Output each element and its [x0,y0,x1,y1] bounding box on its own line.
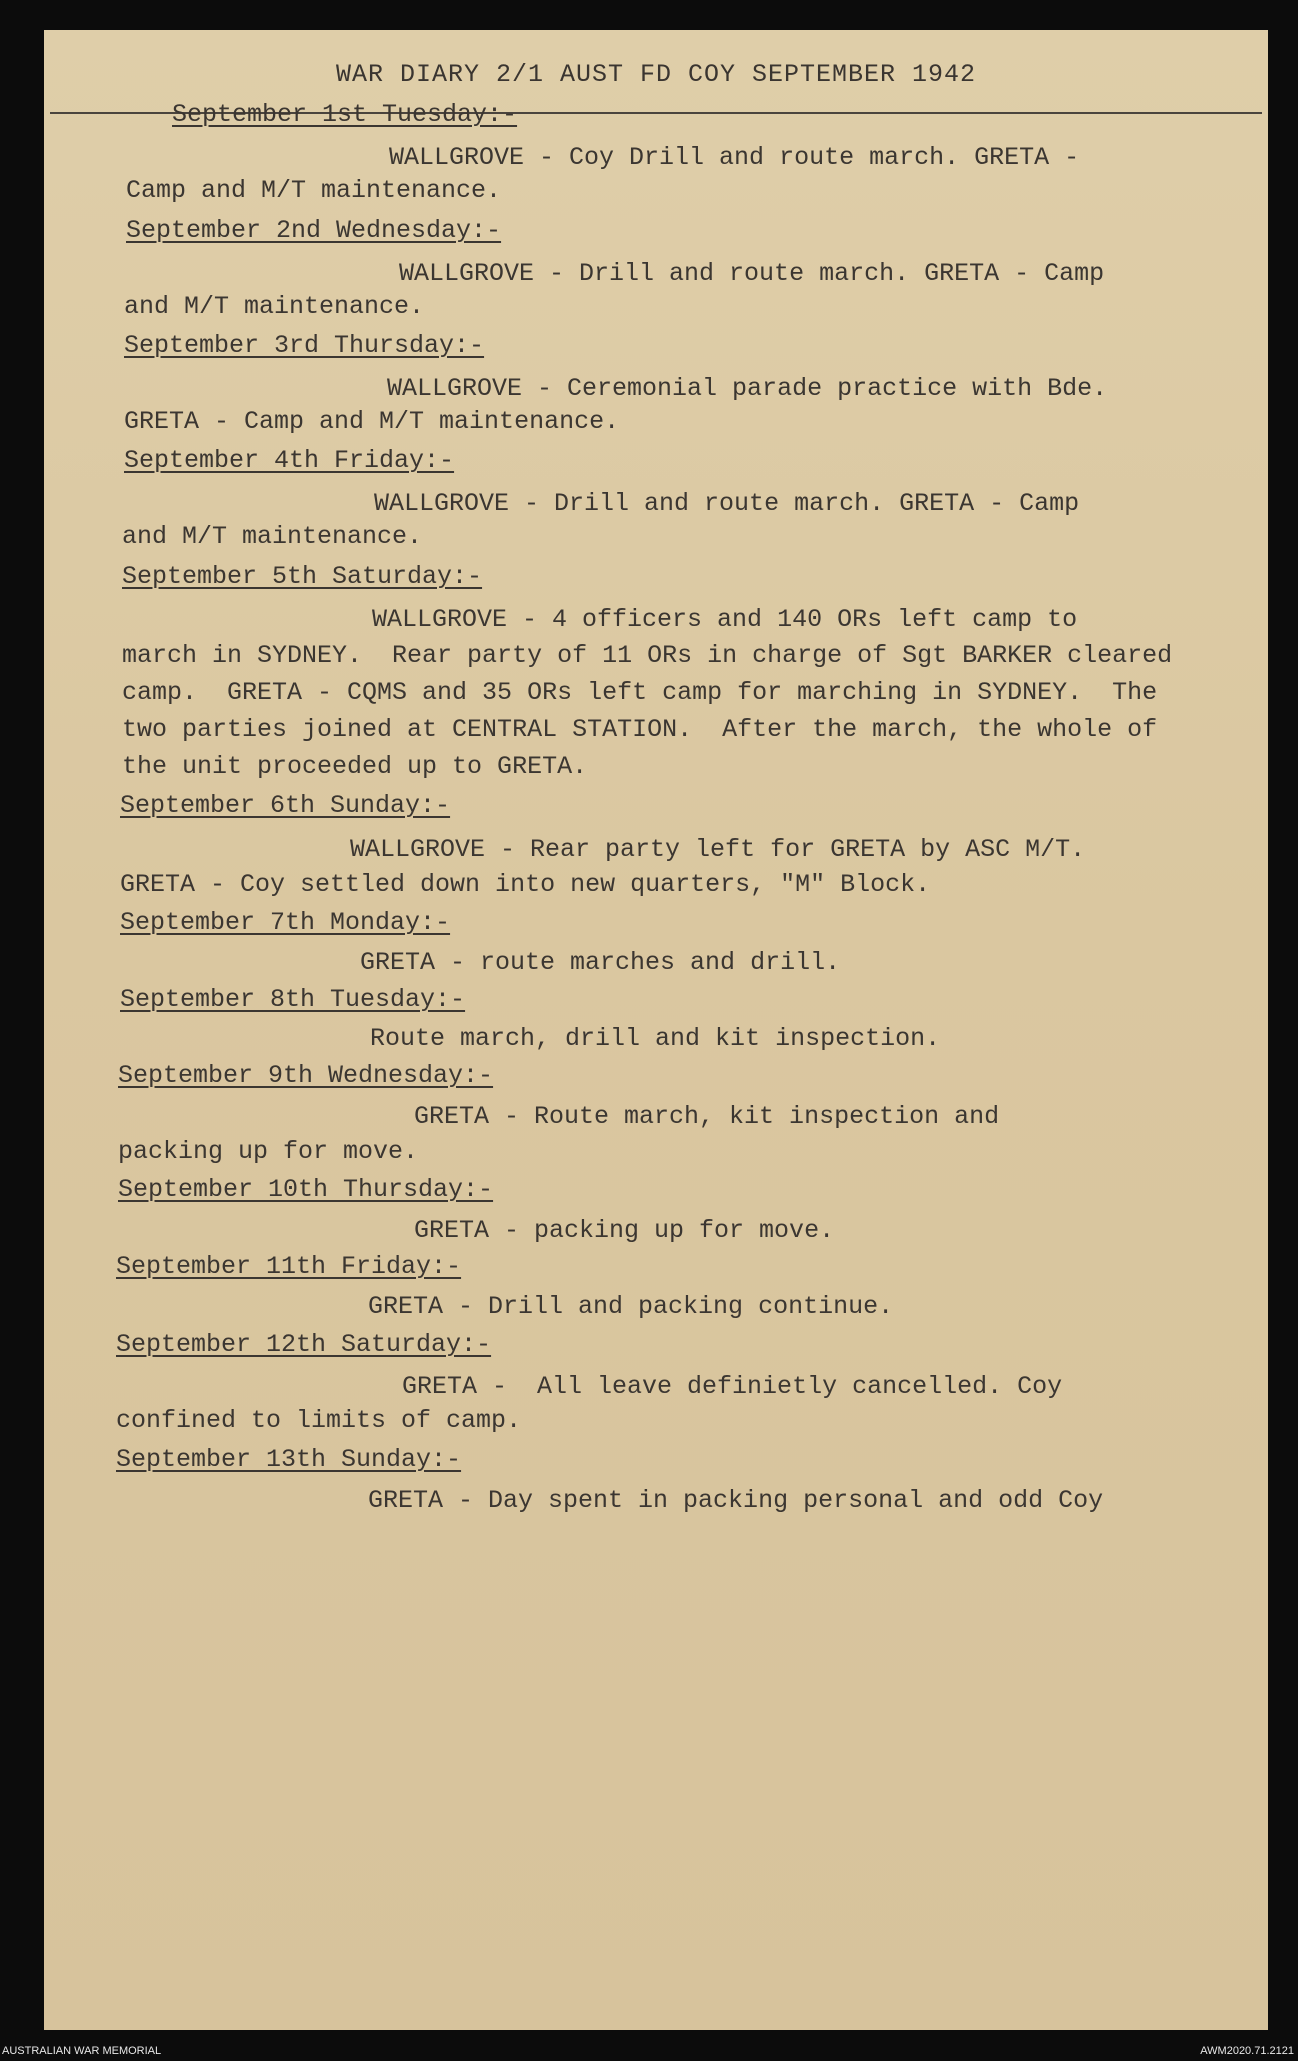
entry-date: September 5th Saturday:- [122,562,483,591]
entry-text: GRETA - Route march, kit inspection and [414,1102,1000,1131]
diary-page [44,30,1268,2030]
entry-text: GRETA - Drill and packing continue. [368,1292,894,1321]
entry-date: September 3rd Thursday:- [124,331,485,360]
entry-date: September 8th Tuesday:- [120,985,466,1014]
entry-date: September 10th Thursday:- [118,1175,494,1204]
entry-text: WALLGROVE - Rear party left for GRETA by ASC M/T. [350,835,1086,864]
entry-date: September 11th Friday:- [116,1252,462,1281]
entry-date: September 1st Tuesday:- [172,100,518,129]
entry-date: September 7th Monday:- [120,908,451,937]
entry-text: WALLGROVE - Drill and route march. GRETA - Camp [399,259,1105,288]
entry-text: GRETA - Day spent in packing personal and odd Coy [368,1486,1104,1515]
entry-text: GRETA - route marches and drill. [360,948,841,977]
entry-text: Route march, drill and kit inspection. [370,1024,941,1053]
entry-date: September 13th Sunday:- [116,1445,462,1474]
entry-text: the unit proceeded up to GRETA. [122,752,588,781]
entry-date: September 9th Wednesday:- [118,1061,494,1090]
entry-text: WALLGROVE - 4 officers and 140 ORs left camp to [372,605,1078,634]
entry-text: and M/T maintenance. [124,292,425,321]
entry-text: confined to limits of camp. [116,1406,522,1435]
entry-date: September 4th Friday:- [124,446,455,475]
entry-text: march in SYDNEY. Rear party of 11 ORs in charge of Sgt BARKER cleared [122,641,1173,670]
page-title: WAR DIARY 2/1 AUST FD COY SEPTEMBER 1942 [335,60,977,89]
entry-text: and M/T maintenance. [122,522,423,551]
entry-date: September 6th Sunday:- [120,791,451,820]
entry-text: GRETA - Coy settled down into new quarters, "M" Block. [120,870,931,899]
entry-text: Camp and M/T maintenance. [126,176,502,205]
entry-text: GRETA - packing up for move. [414,1216,835,1245]
entry-text: two parties joined at CENTRAL STATION. After the march, the whole of [122,715,1158,744]
footer-right: AWM2020.71.2121 [1200,2045,1294,2057]
footer-left: AUSTRALIAN WAR MEMORIAL [2,2045,162,2057]
entry-date: September 2nd Wednesday:- [126,216,502,245]
entry-text: GRETA - All leave definietly cancelled. Coy [402,1372,1063,1401]
entry-text: packing up for move. [118,1137,419,1166]
entry-date: September 12th Saturday:- [116,1330,492,1359]
entry-text: WALLGROVE - Ceremonial parade practice with Bde. [387,374,1108,403]
entry-text: WALLGROVE - Coy Drill and route march. GRETA - [389,143,1080,172]
entry-text: camp. GRETA - CQMS and 35 ORs left camp for marching in SYDNEY. The [122,678,1158,707]
entry-text: WALLGROVE - Drill and route march. GRETA - Camp [374,489,1080,518]
entry-text: GRETA - Camp and M/T maintenance. [124,407,620,436]
